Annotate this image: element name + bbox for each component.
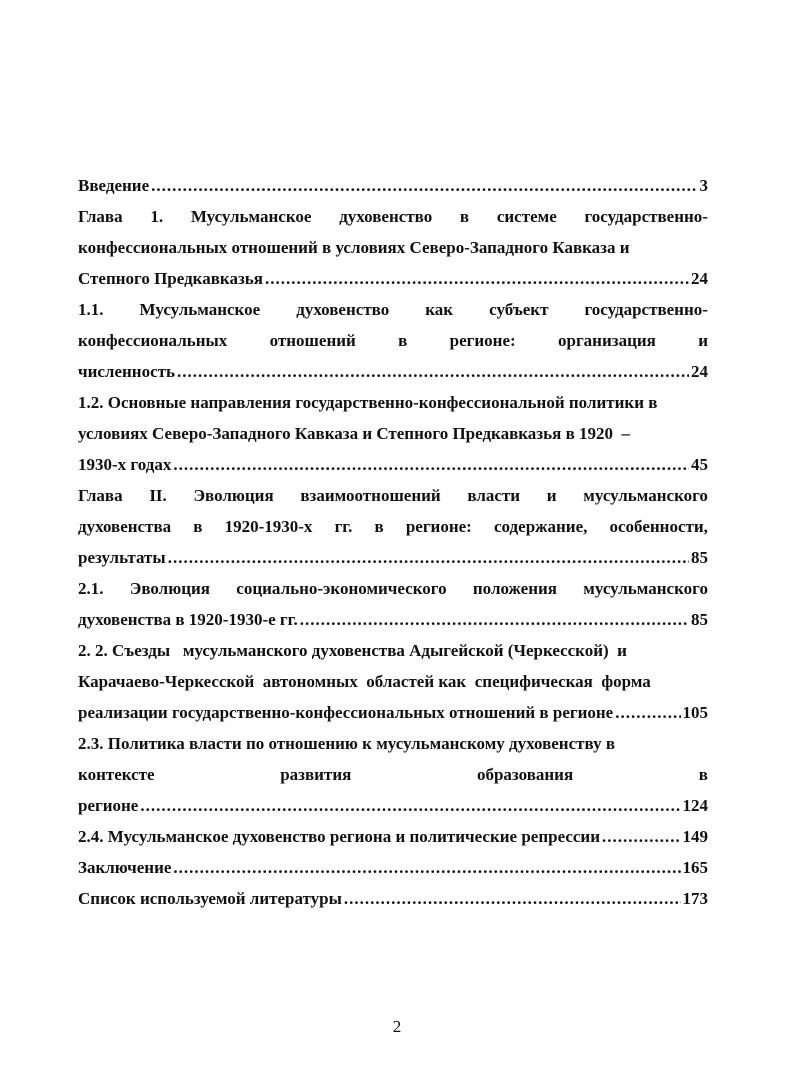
leader-dots	[173, 454, 689, 476]
toc-entry-s22-line1: 2. 2. Съезды мусульманского духовенства Адыгейской (Черкесской) и	[78, 641, 627, 660]
toc-entry-s22-line2: Карачаево-Черкесской автономных областей как специфическая форма	[78, 672, 651, 691]
leader-dots	[300, 609, 689, 631]
toc-entry-s11-line2: конфессиональных отношений в регионе: организация и	[78, 331, 708, 350]
toc-entry-s24: 2.4. Мусульманское духовенство региона и политические репрессии ..... 149	[78, 826, 708, 848]
toc-entry-conclusion: Заключение ..... 165	[78, 857, 708, 879]
toc-entry-ch1-line3: Степного Предкавказья ..... 24	[78, 268, 708, 290]
toc-entry-s12-line3: 1930-х годах ..... 45	[78, 454, 708, 476]
page-number: 2	[392, 1017, 402, 1036]
leader-dots	[177, 361, 689, 383]
toc-entry-s23-line3: регионе ..... 124	[78, 795, 708, 817]
toc-entry-ch1-line1: Глава 1. Мусульманское духовенство в системе государственно-	[78, 207, 708, 226]
leader-dots	[602, 826, 680, 848]
toc-entry-ch1-line2: конфессиональных отношений в условиях Северо-Западного Кавказа и	[78, 238, 630, 257]
toc-entry-s11-line1: 1.1. Мусульманское духовенство как субъект государственно-	[78, 300, 708, 319]
toc-page: 165	[682, 858, 708, 877]
toc-entry-s12-line1: 1.2. Основные направления государственно-конфессиональной политики в	[78, 393, 658, 412]
leader-dots	[344, 888, 681, 910]
toc-page: 173	[682, 889, 708, 908]
leader-dots	[140, 795, 680, 817]
leader-dots	[173, 857, 680, 879]
toc-page: 85	[691, 610, 708, 629]
toc-entry-s23-line2: контексте развития образования в	[78, 765, 708, 784]
toc-page: 149	[682, 827, 708, 846]
toc-entry-ch2-line2: духовенства в 1920-1930-х гг. в регионе: содержание, особенности,	[78, 517, 708, 536]
toc-entry-s21-line1: 2.1. Эволюция социально-экономического положения мусульманского	[78, 579, 708, 598]
toc-page: 3	[699, 176, 708, 195]
toc-entry-ch2-line1: Глава II. Эволюция взаимоотношений власти и мусульманского	[78, 486, 708, 505]
leader-dots	[168, 547, 689, 569]
toc-page: 85	[691, 548, 708, 567]
toc-page: 105	[682, 703, 708, 722]
leader-dots	[615, 702, 680, 724]
leader-dots	[265, 268, 689, 290]
toc-page: 24	[691, 362, 708, 381]
toc-page: 124	[682, 796, 708, 815]
toc-entry-s21-line2: духовенства в 1920-1930-е гг. ..... 85	[78, 609, 708, 631]
toc-page: 45	[691, 455, 708, 474]
toc-page: 24	[691, 269, 708, 288]
toc-entry-s11-line3: численность ..... 24	[78, 361, 708, 383]
toc-entry-ch2-line3: результаты ..... 85	[78, 547, 708, 569]
toc-entry-s12-line2: условиях Северо-Западного Кавказа и Степного Предкавказья в 1920 –	[78, 424, 631, 443]
toc-entry-literature: Список используемой литературы ..... 173	[78, 888, 708, 910]
toc-entry-s22-line3: реализации государственно-конфессиональных отношений в регионе ..... 105	[78, 702, 708, 724]
toc-entry-intro	[78, 175, 708, 197]
toc-title: Введение	[78, 176, 150, 195]
toc-entry-s23-line1: 2.3. Политика власти по отношению к мусульманскому духовенству в	[78, 734, 616, 753]
leader-dots	[151, 175, 697, 197]
